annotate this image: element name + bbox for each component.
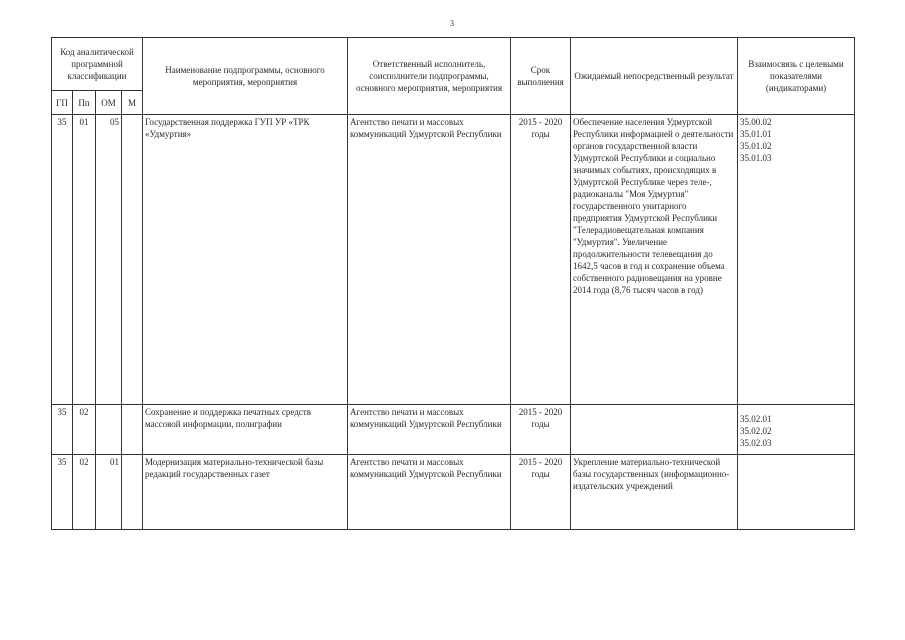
cell-responsible: Агентство печати и массовых коммуникаций Удмуртской Республики [348,115,511,405]
header-pp: Пп [73,91,96,115]
cell-responsible: Агентство печати и массовых коммуникаций Удмуртской Республики [348,455,511,530]
header-result: Ожидаемый непосредственный результат [571,38,738,115]
header-classification-code: Код аналитической программной классификации [52,38,143,91]
cell-indicators [738,455,855,530]
header-m: М [122,91,143,115]
cell-pp: 01 [73,115,96,405]
cell-term: 2015 - 2020 годы [511,455,571,530]
cell-indicators [738,115,855,405]
cell-name: Государственная поддержка ГУП УР «ТРК «Удмуртия» [143,115,348,405]
cell-om: 01 [96,455,122,530]
cell-m [122,405,143,455]
header-term: Срок выполнения [511,38,571,115]
cell-name: Модернизация материально-технической базы редакций государственных газет [143,455,348,530]
cell-result [571,405,738,455]
header-om: ОМ [96,91,122,115]
table-row [52,115,855,405]
page-number: 3 [450,19,454,28]
cell-term: 2015 - 2020 годы [511,115,571,405]
indicator-code: 35.01.01 [740,129,772,139]
indicator-code: 35.02.03 [740,438,772,448]
cell-result: Укрепление материально-технической базы государственных (информационно-издательских учреждений [571,455,738,530]
indicator-code: 35.00.02 [740,117,772,127]
cell-term: 2015 - 2020 годы [511,405,571,455]
header-responsible: Ответственный исполнитель, соисполнители подпрограммы, основного мероприятия, мероприятия [348,38,511,115]
indicator-code: 35.01.03 [740,153,772,163]
cell-indicators [738,405,855,455]
header-gp: ГП [52,91,73,115]
header-indicator-link: Взаимосвязь с целевыми показателями (индикаторами) [738,38,855,115]
header-name: Наименование подпрограммы, основного мероприятия, мероприятия [143,38,348,115]
subprogram-table [51,37,855,530]
cell-name: Сохранение и поддержка печатных средств массовой информации, полиграфии [143,405,348,455]
cell-m [122,455,143,530]
cell-result: Обеспечение населения Удмуртской Республики информацией о деятельности органов государственной власти Удмуртской Республики и социально значимых событиях, происходящих в Удмуртской Республике через теле-, радиоканалы "Моя Удмуртия" государственного унитарного предприятия Удмуртской Республики "Телерадиовещательная компания "Удмуртия". Увеличение продолжительности телевещания до 1642,5 часов в год и сохранение объема собственного радиовещания на уровне 2014 года (8,76 тысяч часов в год) [571,115,738,405]
cell-gp: 35 [52,455,73,530]
cell-om: 05 [96,115,122,405]
cell-pp: 02 [73,405,96,455]
cell-gp: 35 [52,115,73,405]
indicator-code: 35.02.02 [740,426,772,436]
cell-m [122,115,143,405]
cell-gp: 35 [52,405,73,455]
cell-pp: 02 [73,455,96,530]
table-row [52,405,855,455]
cell-om [96,405,122,455]
indicator-code: 35.02.01 [740,414,772,424]
table-row [52,455,855,530]
cell-responsible: Агентство печати и массовых коммуникаций Удмуртской Республики [348,405,511,455]
indicator-code: 35.01.02 [740,141,772,151]
